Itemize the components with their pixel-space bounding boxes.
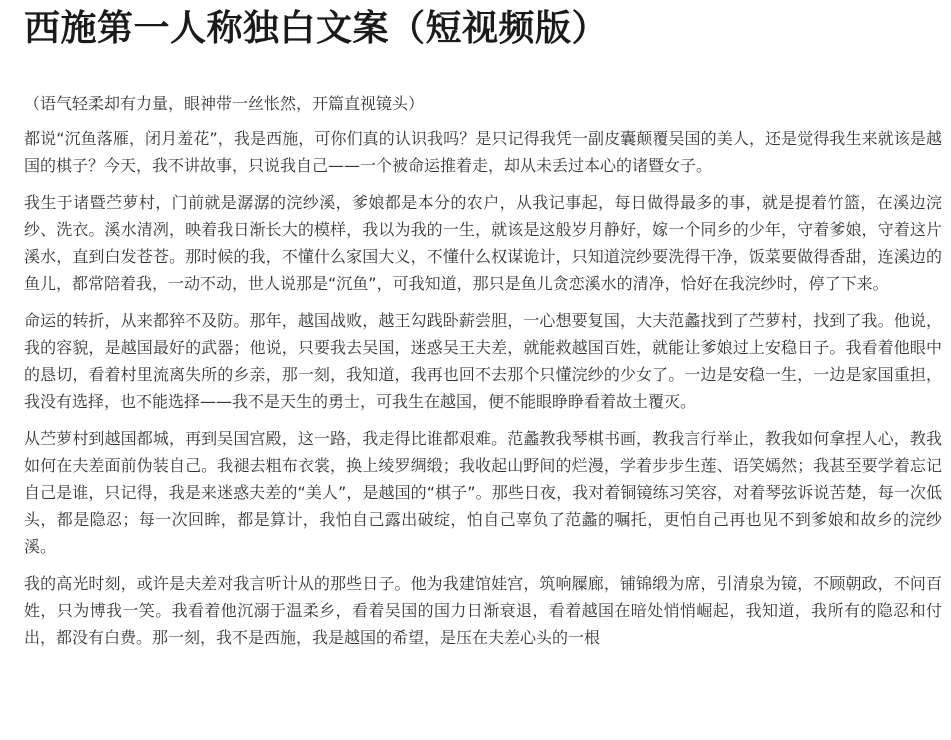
page-title: 西施第一人称独白文案（短视频版） (24, 8, 609, 49)
paragraph-2: 我生于诸暨苎萝村，门前就是潺潺的浣纱溪，爹娘都是本分的农户，从我记事起，每日做得最多的事，就是提着竹篮，在溪边浣纱、洗衣。溪水清冽，映着我日渐长大的模样，我以为我的一生，就该是这般岁月静好，嫁一个同乡的少年，守着爹娘，守着这片溪水，直到白发苍苍。那时候的我，不懂什么家国大义，不懂什么权谋诡计，只知道浣纱要洗得干净，饭菜要做得香甜，连溪边的鱼儿，都常陪着我，一动不动，世人说那是“沉鱼”，可我知道，那只是鱼儿贪恋溪水的清净，恰好在我浣纱时，停了下来。 (24, 193, 942, 293)
paragraph-5: 我的高光时刻，或许是夫差对我言听计从的那些日子。他为我建馆娃宫，筑响屧廊，铺锦缎为席，引清泉为镜，不顾朝政，不问百姓，只为博我一笑。我看着他沉溺于温柔乡，看着吴国的国力日渐衰退，看着越国在暗处悄悄崛起，我知道，我所有的隐忍和付出，都没有白费。那一刻，我不是西施，我是越国的希望，是压在夫差心头的一根 (24, 574, 942, 647)
paragraph-3: 命运的转折，从来都猝不及防。那年，越国战败，越王勾践卧薪尝胆，一心想要复国，大夫范蠡找到了苎萝村，找到了我。他说，我的容貌，是越国最好的武器；他说，只要我去吴国，迷惑吴王夫差，就能救越国百姓，就能让爹娘过上安稳日子。我看着他眼中的恳切，看着村里流离失所的乡亲，那一刻，我知道，我再也回不去那个只懂浣纱的少女了。一边是安稳一生，一边是家国重担，我没有选择，也不能选择——我不是天生的勇士，可我生在越国，便不能眼睁睁看着故土覆灭。 (24, 311, 942, 411)
paragraph-1: 都说“沉鱼落雁，闭月羞花”，我是西施，可你们真的认识我吗？是只记得我凭一副皮囊颠覆吴国的美人，还是觉得我生来就该是越国的棋子？今天，我不讲故事，只说我自己——一个被命运推着走，却从未丢过本心的诸暨女子。 (24, 129, 942, 175)
paragraph-4: 从苎萝村到越国都城，再到吴国宫殿，这一路，我走得比谁都艰难。范蠡教我琴棋书画，教我言行举止，教我如何拿捏人心，教我如何在夫差面前伪装自己。我褪去粗布衣裳，换上绫罗绸缎；我收起山野间的烂漫，学着步步生莲、语笑嫣然；我甚至要学着忘记自己是谁，只记得，我是来迷惑夫差的“美人”，是越国的“棋子”。那些日夜，我对着铜镜练习笑容，对着琴弦诉说苦楚，每一次低头，都是隐忍；每一次回眸，都是算计，我怕自己露出破绽，怕自己辜负了范蠡的嘱托，更怕自己再也见不到爹娘和故乡的浣纱溪。 (24, 429, 942, 556)
document (24, 0, 942, 651)
stage-direction: （语气轻柔却有力量，眼神带一丝怅然，开篇直视镜头） (24, 94, 425, 113)
